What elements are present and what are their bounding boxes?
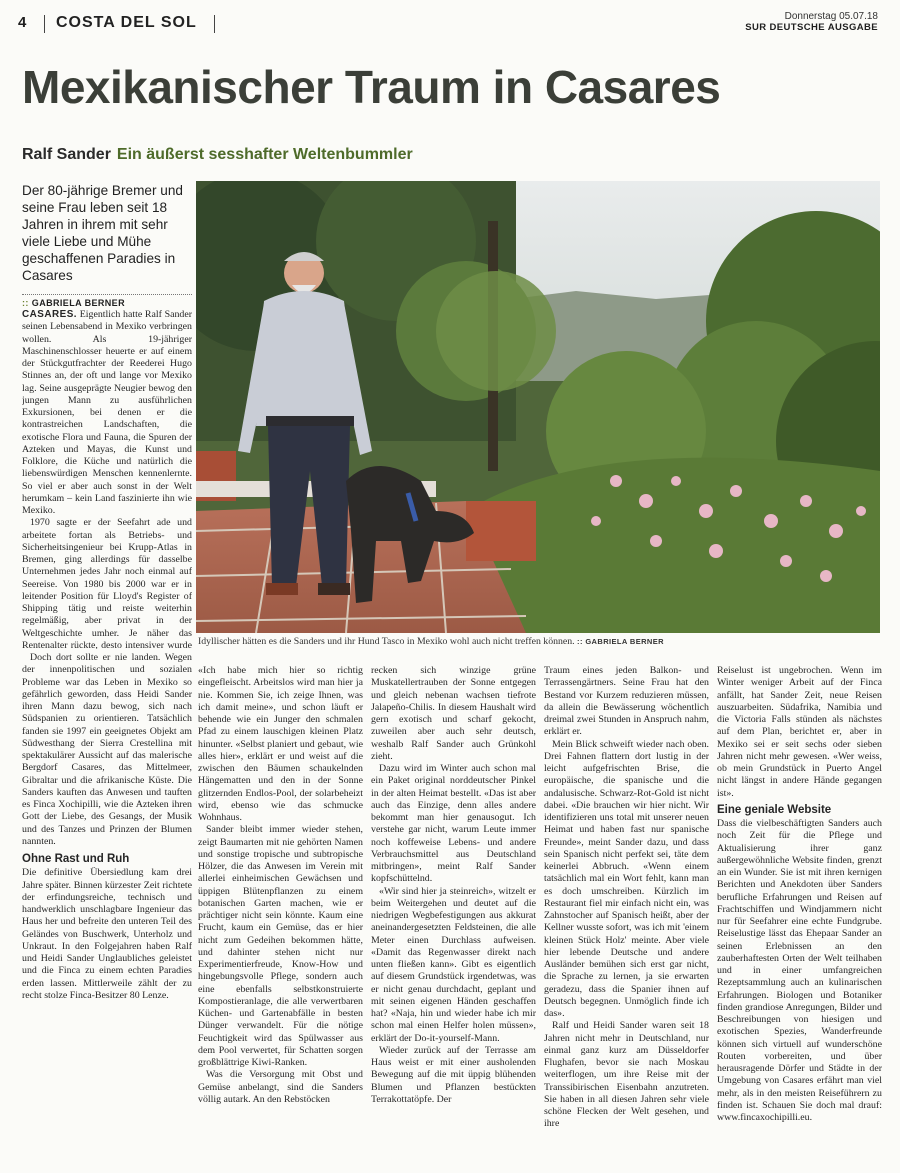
header-divider <box>44 15 45 33</box>
article-column-4 <box>544 665 709 1170</box>
paragraph: Reiselust ist ungebrochen. Wenn im Winter weniger Arbeit auf der Finca anfällt, hat Sander Zeit, neue Reisen auszuarbeiten. Südafrika, Namibia und die Victoria Falls stünden als nächstes auf dem Plan, berichtet er, aber in Mexiko sei er seit sechs oder sieben Jahren nicht mehr gewesen. «Wer weiss, ob mein Grundstück in Puerto Angel nicht längst in andere Hände gegangen ist». <box>717 665 882 799</box>
caption-text: Idyllischer hätten es die Sanders und ihr Hund Tasco in Mexiko wohl auch nicht treffen können. <box>198 636 575 647</box>
paragraph: Was die Versorgung mit Obst und Gemüse anbelangt, sind die Sanders völlig autark. An den Rebstöcken <box>198 1069 363 1105</box>
article-column-3 <box>371 665 536 1170</box>
paragraph: Dazu wird im Winter auch schon mal ein Paket original norddeutscher Pinkel in der alten Heimat bestellt. «Das ist aber auch das Einzige, denn alles andere bekommt man hier genausogut. Ich verstehe gar nicht, warum Leute immer noch koffeweise Lebens- und andere Verbrauchsmittel aus Deutschland mitbringen», meint Ralf Sander kopfschüttelnd. <box>371 763 536 885</box>
article-photo <box>196 181 880 633</box>
paragraph: Mein Blick schweift wieder nach oben. Drei Fahnen flattern dort lustig in der leicht aufgefrischten Brise, die europäische, die spanische und die andalusische. Schwarz-Rot-Gold ist nicht dabei. «Die brauchen wir hier nicht. Wir identifizieren uns total mit unserer neuen Heimat und haben fast nur spanische Freunde», meint Sander dazu, und dass sein Spanisch nicht perfekt sei, täte dem keinerlei Abbruch. «Wenn einem tatsächlich mal ein Wort fehlt, kann man es doch umschreiben. Kürzlich im Restaurant fiel mir einfach nicht ein, was Zahnstocher auf Spanisch heißt, aber der Kellner wusste sofort, was ich mit 'einem kleinen Stück Holz' meinte. Aber viele hier lebende Deutsche und andere Ausländer bemühen sich erst gar nicht, die Sprache zu lernen, ja sie erwarten geradezu, dass die Spanier ihnen auf Deutsch begegnen. Unmöglich finde ich das». <box>544 738 709 1019</box>
paragraph: «Wir sind hier ja steinreich», witzelt er beim Weitergehen und deutet auf die niedrigen Wegbefestigungen aus akkurat aneinandergesetzten Feldsteinen, die alle Meter einen Durchlass aufweisen. «Damit das Regenwasser direkt nach unten fließen kann». Gibt es eigentlich auf diesem Grundstück irgendetwas, was er nicht genau durchdacht, geplant und mit seinen eigenen Händen geschaffen hat? «Naja, hin und wieder habe ich mir schon mal einen Helfer holen müssen», erklärt der Do-it-yourself-Mann. <box>371 885 536 1044</box>
author-name: GABRIELA BERNER <box>31 298 125 308</box>
paragraph: Dass die vielbeschäftigten Sanders auch noch Zeit für die Pflege und Aktualisierung ihrer ganz außergewöhnliche Website finden, grenzt an ein Wunder. Sie ist mit ihren kernigen Berichten und Anekdoten über Sanders berufliche Erfahrungen und Reisen auf Frachtschiffen und Windjammern nicht nur für Seefahrer eine echte Fundgrube. Reiselustige lässt das Ehepaar Sander an seinen Erlebnissen an den zauberhaftesten Orten der Welt teilhaben und in einer umfangreichen Rezeptsammlung auch an kulinarischen Erfahrungen. Biologen und Botaniker finden grandiose Anregungen, Bilder und Beschreibungen von hiesigen und exotischen Spezies, Wanderfreunde können sich virtuell auf wunderschöne Routen vorbereiten, und über herausragende Dörfer und Städte in der Umgebung von Casares erfährt man viel mehr, als in den meisten Reiseführern zu finden ist. Schauen Sie doch mal drauf: www.fincaxochipilli.eu. <box>717 818 882 1123</box>
subheading: Eine geniale Website <box>717 803 832 816</box>
issue-edition: SUR DEUTSCHE AUSGABE <box>745 22 878 33</box>
article-column-1-top <box>22 309 192 649</box>
paragraph: Eigentlich hatte Ralf Sander seinen Lebensabend in Mexiko verbringen wollen. Als 19-jähriger Maschinenschlosser heuerte er auf einem der Stückgutfrachter der Reederei Hugo Stinnes an, der oft und lange vor Mexiko lag. Seine ausgeprägte Neugier bewog den jungen Mann zu ausführlichen Exkursionen, bei denen er die kontrastreichen Landschaften, die exotische Flora und Fauna, die Spuren der Azteken und Mayas, die Kunst und Folklore, die Küche und natürlich die liebenswürdigen Menschen kennenlernte. So viel er aber auch sonst in der Welt herumkam – kein Land faszinierte ihn wie Mexiko. <box>22 309 192 516</box>
paragraph: 1970 sagte er der Seefahrt ade und arbeitete fortan als Betriebs- und Sicherheitsingenieur bei Krupp-Atlas in Bremen, ging allerdings für dasselbe Unternehmen jedes Jahr noch einmal auf Seereise. Von 1980 bis 2000 war er in leitender Position für Lloyd's Register of Shipping tätig und reiste weiterhin regelmäßig, aber privat in der Weltgeschichte umher. Je näher das Rentenalter rückte, desto intensiver wurde <box>22 517 192 649</box>
photo-caption <box>198 636 878 647</box>
paragraph: Sander bleibt immer wieder stehen, zeigt Baumarten mit nie gehörten Namen und sonstige tropische und subtropische Hölzer, die das Anwesen im Verein mit allerlei einheimischen Gewächsen und üppigen Blütenpflanzen zu einem botanischen Garten machen, wie er prächtiger nicht sein könnte. Kaum eine Frucht, kaum ein Gemüse, das er hier nicht zum Gedeihen bekommen hätte, und dahinter stehen nicht nur Experimentierfreude, Know-How und hingebungsvolle Pflege, sondern auch eine ebenfalls selbstkonstruierte Kompostieranlage, die alle verwertbaren Küchen- und Gartenabfälle in besten Dünger verwandelt. Für die nötige Feuchtigkeit wird das Spülwasser aus dem Pool verwertet, für Schatten sorgen großblättrige Kiwi-Ranken. <box>198 824 363 1068</box>
section-name: COSTA DEL SOL <box>56 14 197 31</box>
garden-photo-illustration <box>196 181 880 633</box>
paragraph: «Ich habe mich hier so richtig eingefleischt. Arbeitslos wird man hier ja nie. Kommen Sie, ich zeige Ihnen, was ich damit meine», und schon läuft er behende wie ein Junger den schmalen Pfad zu einem lauschigen kleinen Platz hinunter. «Selbst planiert und gebaut, wie alles hier», erklärt er und weist auf die zwischen den Bäumen schaukelnden Hängematten und den in der Sonne glitzernden Endlos-Pool, der solarbeheizt wird, ebenso wie das schmucke Wohnhaus. <box>198 665 363 823</box>
paragraph: Doch dort sollte er nie landen. Wegen der innenpolitischen und sozialen Probleme war das Leben in Mexiko so gefährlich geworden, dass Heidi Sander ihren Mann dazu bewog, sich nach Südspanien zu orientieren. Tatsächlich fanden sie 1997 ein geeignetes Objekt am Südwesthang der Sierra Crestellina mit spektakulärer Aussicht auf das malerische Bergdorf Casares, das Mittelmeer, Gibraltar und die afrikanische Küste. Die Sanders kauften das Anwesen und tauften es Finca Xochipilli, wie die Azteken ihren Gott der Liebe, des Gesangs, der Musik und des Tanzes und Prinzen der Blumen nannten. <box>22 652 192 847</box>
photo-credit: :: GABRIELA BERNER <box>577 637 664 646</box>
article-column-1-bottom <box>22 652 192 1172</box>
paragraph: Traum eines jeden Balkon- und Terrassengärtners. Seine Frau hat den Bestand vor Kurzem reduzieren müssen, da allein die Bewässerung wöchentlich dreimal zwei Stunden in Anspruch nahm, erklärt er. <box>544 665 709 738</box>
page-number: 4 <box>18 14 27 31</box>
paragraph: Die definitive Übersiedlung kam drei Jahre später. Binnen kürzester Zeit richtete der erfindungsreiche, technisch und handwerklich unschlagbare Ingenieur das Haus her und befreite den unteren Teil des Geländes von Buschwerk, Unterholz und Unkraut. In den Folgejahren haben Ralf und Heidi Sander Unglaubliches geleistet und die Finca zu einem echten Paradies erden lassen. Mittlerweile zählt der zu recht stolze Finca-Besitzer 80 Lenze. <box>22 867 192 1001</box>
author-credit <box>22 294 192 308</box>
header-divider <box>214 15 215 33</box>
paragraph: Ralf und Heidi Sander waren seit 18 Jahren nicht mehr in Deutschland, nur einmal ganz kurz am Düsseldorfer Flughafen, bevor sie nach Moskau weiterflogen, um ihre Reise mit der Transsibirischen Eisenbahn anzutreten. Sie haben in all diesen Jahren sehr viele schöne Flecken der Welt gesehen, und ihre <box>544 1020 709 1130</box>
article-column-2 <box>198 665 363 1170</box>
headline: Mexikanischer Traum in Casares <box>22 61 721 113</box>
article-column-5 <box>717 665 882 1170</box>
paragraph: recken sich winzige grüne Muskatellertrauben der Sonne entgegen und gleich nebenan wachsen tiefrote Jalapeño-Chilis. In diesem Haushalt wird gern exotisch und scharf gekocht, zuweilen aber auch sehr deutsch, weshalb Ralf Sander auch Grünkohl zieht. <box>371 665 536 762</box>
byline-person: Ralf Sander <box>22 146 111 163</box>
paragraph: Wieder zurück auf der Terrasse am Haus weist er mit einer ausholenden Bewegung auf die mit üppig blühenden Blumen und Pflanzen bestückten Terrakottatöpfe. Der <box>371 1044 536 1105</box>
subheading: Ohne Rast und Ruh <box>22 853 130 865</box>
article-intro: Der 80-jährige Bremer und seine Frau leben seit 18 Jahren in ihrem mit sehr viele Liebe und Mühe geschaffenen Paradies in Casares <box>22 183 183 283</box>
byline-subtitle: Ein äußerst sesshafter Weltenbummler <box>116 146 413 163</box>
author-marker: :: <box>22 298 29 308</box>
byline <box>22 146 413 164</box>
dateline: CASARES. <box>22 309 78 320</box>
issue-date: Donnerstag 05.07.18 <box>784 11 878 22</box>
